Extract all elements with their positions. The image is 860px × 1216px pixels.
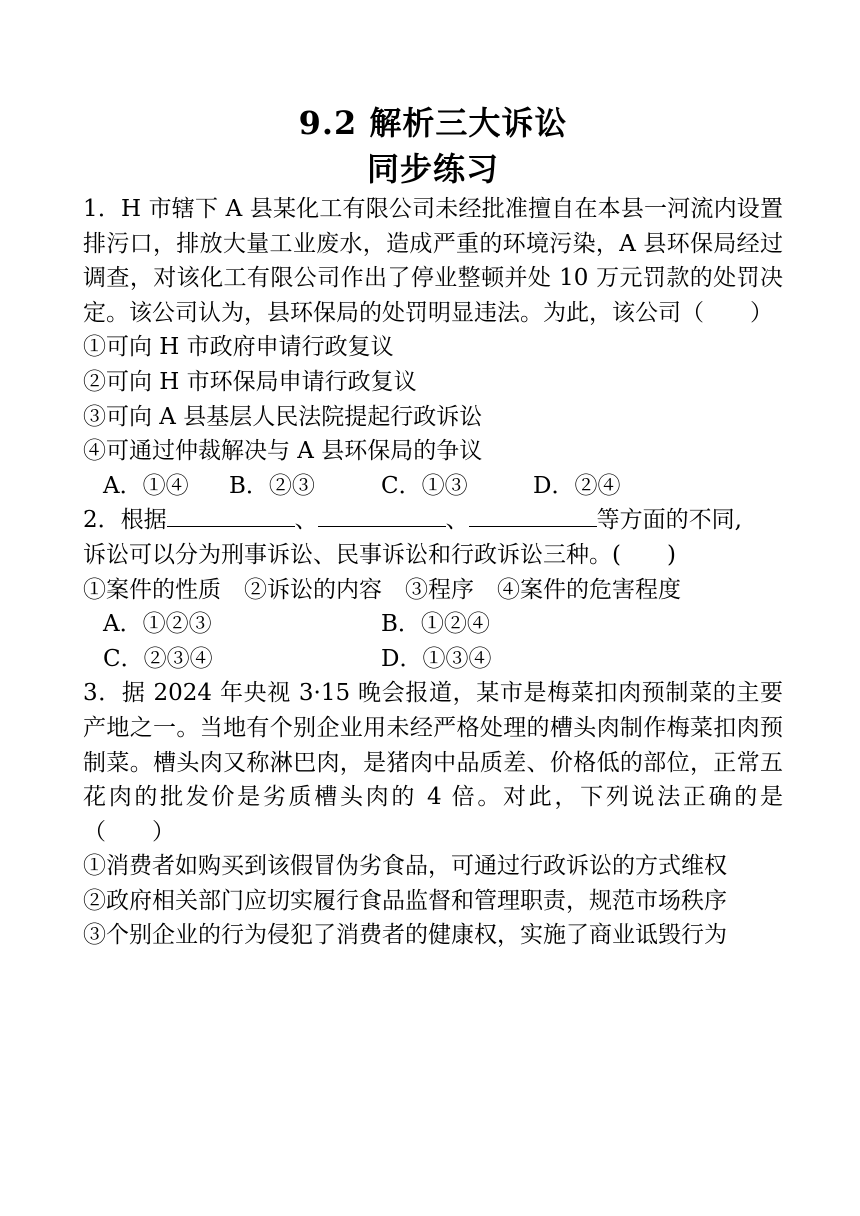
question-2 bbox=[83, 503, 783, 676]
question-3-item-1: ①消费者如购买到该假冒伪劣食品，可通过行政诉讼的方式维权 bbox=[83, 853, 727, 880]
question-2-option-d: D．①③④ bbox=[381, 645, 492, 672]
question-1-option-a: A．①④ bbox=[103, 472, 189, 499]
question-1-item-2: ②可向 H 市环保局申请行政复议 bbox=[83, 368, 417, 395]
question-1-item-4: ④可通过仲裁解决与 A 县环保局的争议 bbox=[83, 438, 483, 465]
question-2-separator-2: 、 bbox=[445, 507, 469, 534]
question-1-item-1: ①可向 H 市政府申请行政复议 bbox=[83, 334, 394, 361]
question-3-item-2: ②政府相关部门应切实履行食品监督和管理职责，规范市场秩序 bbox=[83, 887, 727, 914]
answer-blank-1[interactable] bbox=[167, 504, 295, 527]
question-2-stem-start: 2．根据 bbox=[83, 507, 167, 534]
question-1 bbox=[83, 192, 783, 503]
question-2-option-a: A．①②③ bbox=[103, 611, 212, 638]
document-title: 9.2 解析三大诉讼 bbox=[298, 104, 568, 142]
question-2-option-b: B．①②④ bbox=[381, 611, 490, 638]
question-2-stem-line1 bbox=[83, 503, 783, 538]
question-3 bbox=[83, 676, 783, 953]
question-1-item-3: ③可向 A 县基层人民法院提起行政诉讼 bbox=[83, 403, 483, 430]
question-2-options-row-1 bbox=[83, 607, 783, 642]
question-2-option-c: C．②③④ bbox=[103, 645, 213, 672]
question-1-stem: 1．H 市辖下 A 县某化工有限公司未经批准擅自在本县一河流内设置排污口，排放大量工业废水，造成严重的环境污染，A 县环保局经过调查，对该化工有限公司作出了停业整顿并处 10 万元罚款的处罚决定。该公司认为，县环保局的处罚明显违法。为此，该公司（ ） bbox=[83, 196, 783, 326]
question-2-stem-line2: 诉讼可以分为刑事诉讼、民事诉讼和行政诉讼三种。( ) bbox=[83, 541, 676, 568]
question-1-option-c: C．①③ bbox=[381, 472, 468, 499]
document-subtitle: 同步练习 bbox=[366, 150, 499, 188]
question-1-options bbox=[83, 469, 783, 504]
question-2-stem-end: 等方面的不同, bbox=[596, 507, 742, 534]
question-1-option-b: B．②③ bbox=[229, 472, 315, 499]
answer-blank-3[interactable] bbox=[469, 504, 597, 527]
question-2-options-row-2 bbox=[83, 642, 783, 677]
question-3-stem: 3．据 2024 年央视 3·15 晚会报道，某市是梅菜扣肉预制菜的主要产地之一。当地有个别企业用未经严格处理的槽头肉制作梅菜扣肉预制菜。槽头肉又称淋巴肉，是猪肉中品质差、价格低的部位，正常五花肉的批发价是劣质槽头肉的 4 倍。对此，下列说法正确的是（ ） bbox=[83, 680, 783, 845]
answer-blank-2[interactable] bbox=[318, 504, 446, 527]
question-1-option-d: D．②④ bbox=[533, 472, 621, 499]
document-page bbox=[83, 100, 783, 953]
question-2-separator-1: 、 bbox=[294, 507, 318, 534]
question-3-item-3: ③个别企业的行为侵犯了消费者的健康权，实施了商业诋毁行为 bbox=[83, 922, 727, 949]
question-2-items: ①案件的性质 ②诉讼的内容 ③程序 ④案件的危害程度 bbox=[83, 576, 681, 603]
